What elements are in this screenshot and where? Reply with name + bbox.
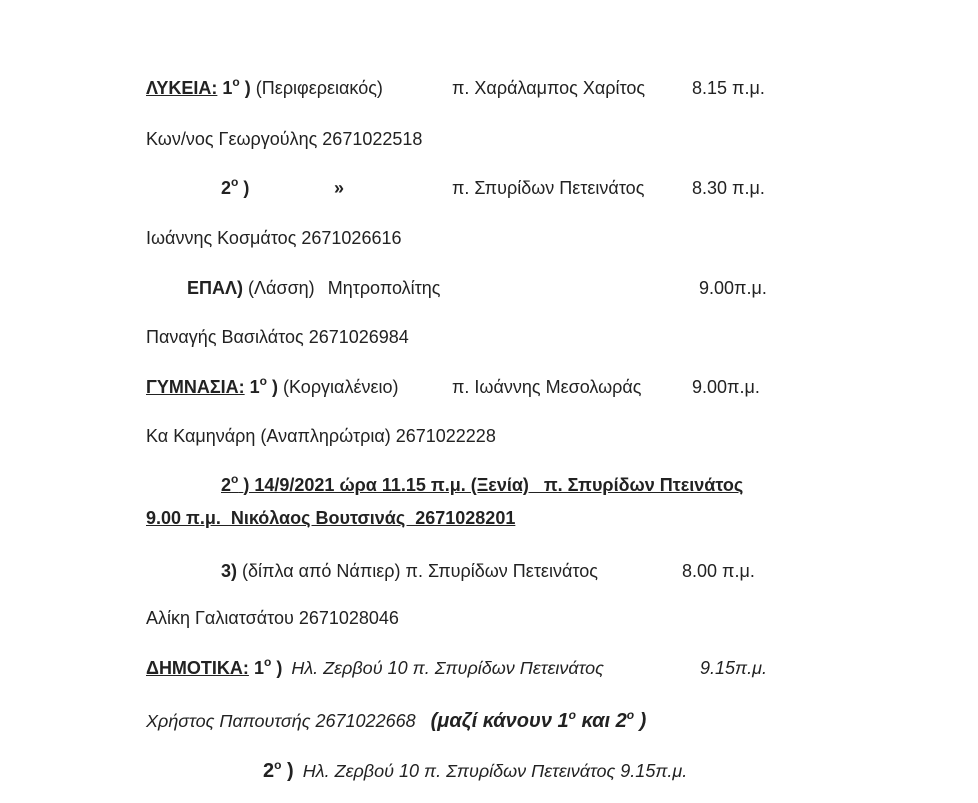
dimotika-1-time: 9.15π.μ. [700, 658, 767, 678]
epal-priest: Μητροπολίτης [327, 278, 441, 298]
lykeia-1-time: 8.15 π.μ. [692, 78, 765, 98]
gymnasia-3-contact: Αλίκη Γαλιατσάτου 2671028046 [146, 608, 399, 628]
epal-label: ΕΠΑΛ) [187, 278, 244, 298]
dimotika-2-number: $2^o$ ) [263, 758, 294, 782]
dimotika-2-place: Ηλ. Ζερβού 10 [302, 761, 420, 781]
dimotika-1-number: $1^o$ ) [253, 655, 283, 678]
epal-place: (Λάσση) [248, 278, 315, 298]
lykeia-1-priest: π. Χαράλαμπος Χαρίτος [452, 78, 646, 98]
lykeia-2-time: 8.30 π.μ. [692, 178, 765, 198]
epal-time: 9.00π.μ. [699, 278, 767, 298]
gymnasia-1-place: (Κοργιαλένειο) [283, 377, 399, 397]
dimotika-1-contact-line [146, 710, 646, 732]
lykeia-1-contact: Κων/νος Γεωργούλης 2671022518 [146, 129, 423, 149]
lykeia-1-place: (Περιφερειακός) [255, 78, 383, 98]
lykeia-2-contact: Ιωάννης Κοσμάτος 2671026616 [146, 228, 402, 248]
gymnasia-1-priest: π. Ιωάννης Μεσολωράς [452, 377, 642, 397]
dimotika-note: (μαζί κάνουν $1^o$ και $2^o$ ) [430, 708, 647, 732]
dimotika-1-priest: π. Σπυρίδων Πετεινάτος [412, 658, 604, 678]
lykeia-1-number: $1^o$ ) [222, 75, 251, 98]
gymnasia-1-time: 9.00π.μ. [692, 377, 760, 397]
gymnasia-heading: ΓΥΜΝΑΣΙΑ: [146, 377, 245, 397]
lykeia-1-line [146, 77, 383, 99]
gymnasia-3-place: (δίπλα από Νάπιερ) [242, 561, 401, 581]
dimotika-1-place: Ηλ. Ζερβού 10 [291, 658, 408, 678]
gymnasia-2-line1: $2^o$ ) 14/9/2021 ώρα 11.15 π.μ. (Ξενία) π. Σπυρίδων Πτεινάτος [221, 472, 744, 495]
gymnasia-1-number: $1^o$ ) [249, 374, 279, 397]
epal-line [187, 277, 440, 299]
dimotika-heading: ΔΗΜΟΤΙΚΑ: [146, 658, 249, 678]
epal-contact: Παναγής Βασιλάτος 2671026984 [146, 327, 409, 347]
gymnasia-1-contact: Κα Καμηνάρη (Αναπληρώτρια) 2671022228 [146, 426, 496, 446]
dimotika-2-priest: π. Σπυρίδων Πετεινάτος [424, 761, 616, 781]
gymnasia-3-time: 8.00 π.μ. [682, 561, 755, 581]
dimotika-2-line [263, 760, 687, 782]
gymnasia-2-line2: 9.00 π.μ. Νικόλαος Βουτσινάς 2671028201 [146, 508, 516, 528]
gymnasia-3-line [221, 560, 598, 582]
gymnasia-1-line [146, 376, 399, 398]
dimotika-1-contact: Χρήστος Παπουτσής 2671022668 [146, 711, 416, 731]
lykeia-heading: ΛΥΚΕΙΑ: [146, 78, 218, 98]
gymnasia-3-number: 3) [221, 561, 238, 581]
lykeia-2-ditto: » [334, 178, 345, 198]
dimotika-1-line [146, 657, 604, 679]
gymnasia-3-priest: π. Σπυρίδων Πετεινάτος [405, 561, 598, 581]
dimotika-2-time: 9.15π.μ. [620, 761, 688, 781]
lykeia-2-number: $2^o$ ) [221, 175, 250, 198]
lykeia-2-priest: π. Σπυρίδων Πετεινάτος [452, 178, 645, 198]
